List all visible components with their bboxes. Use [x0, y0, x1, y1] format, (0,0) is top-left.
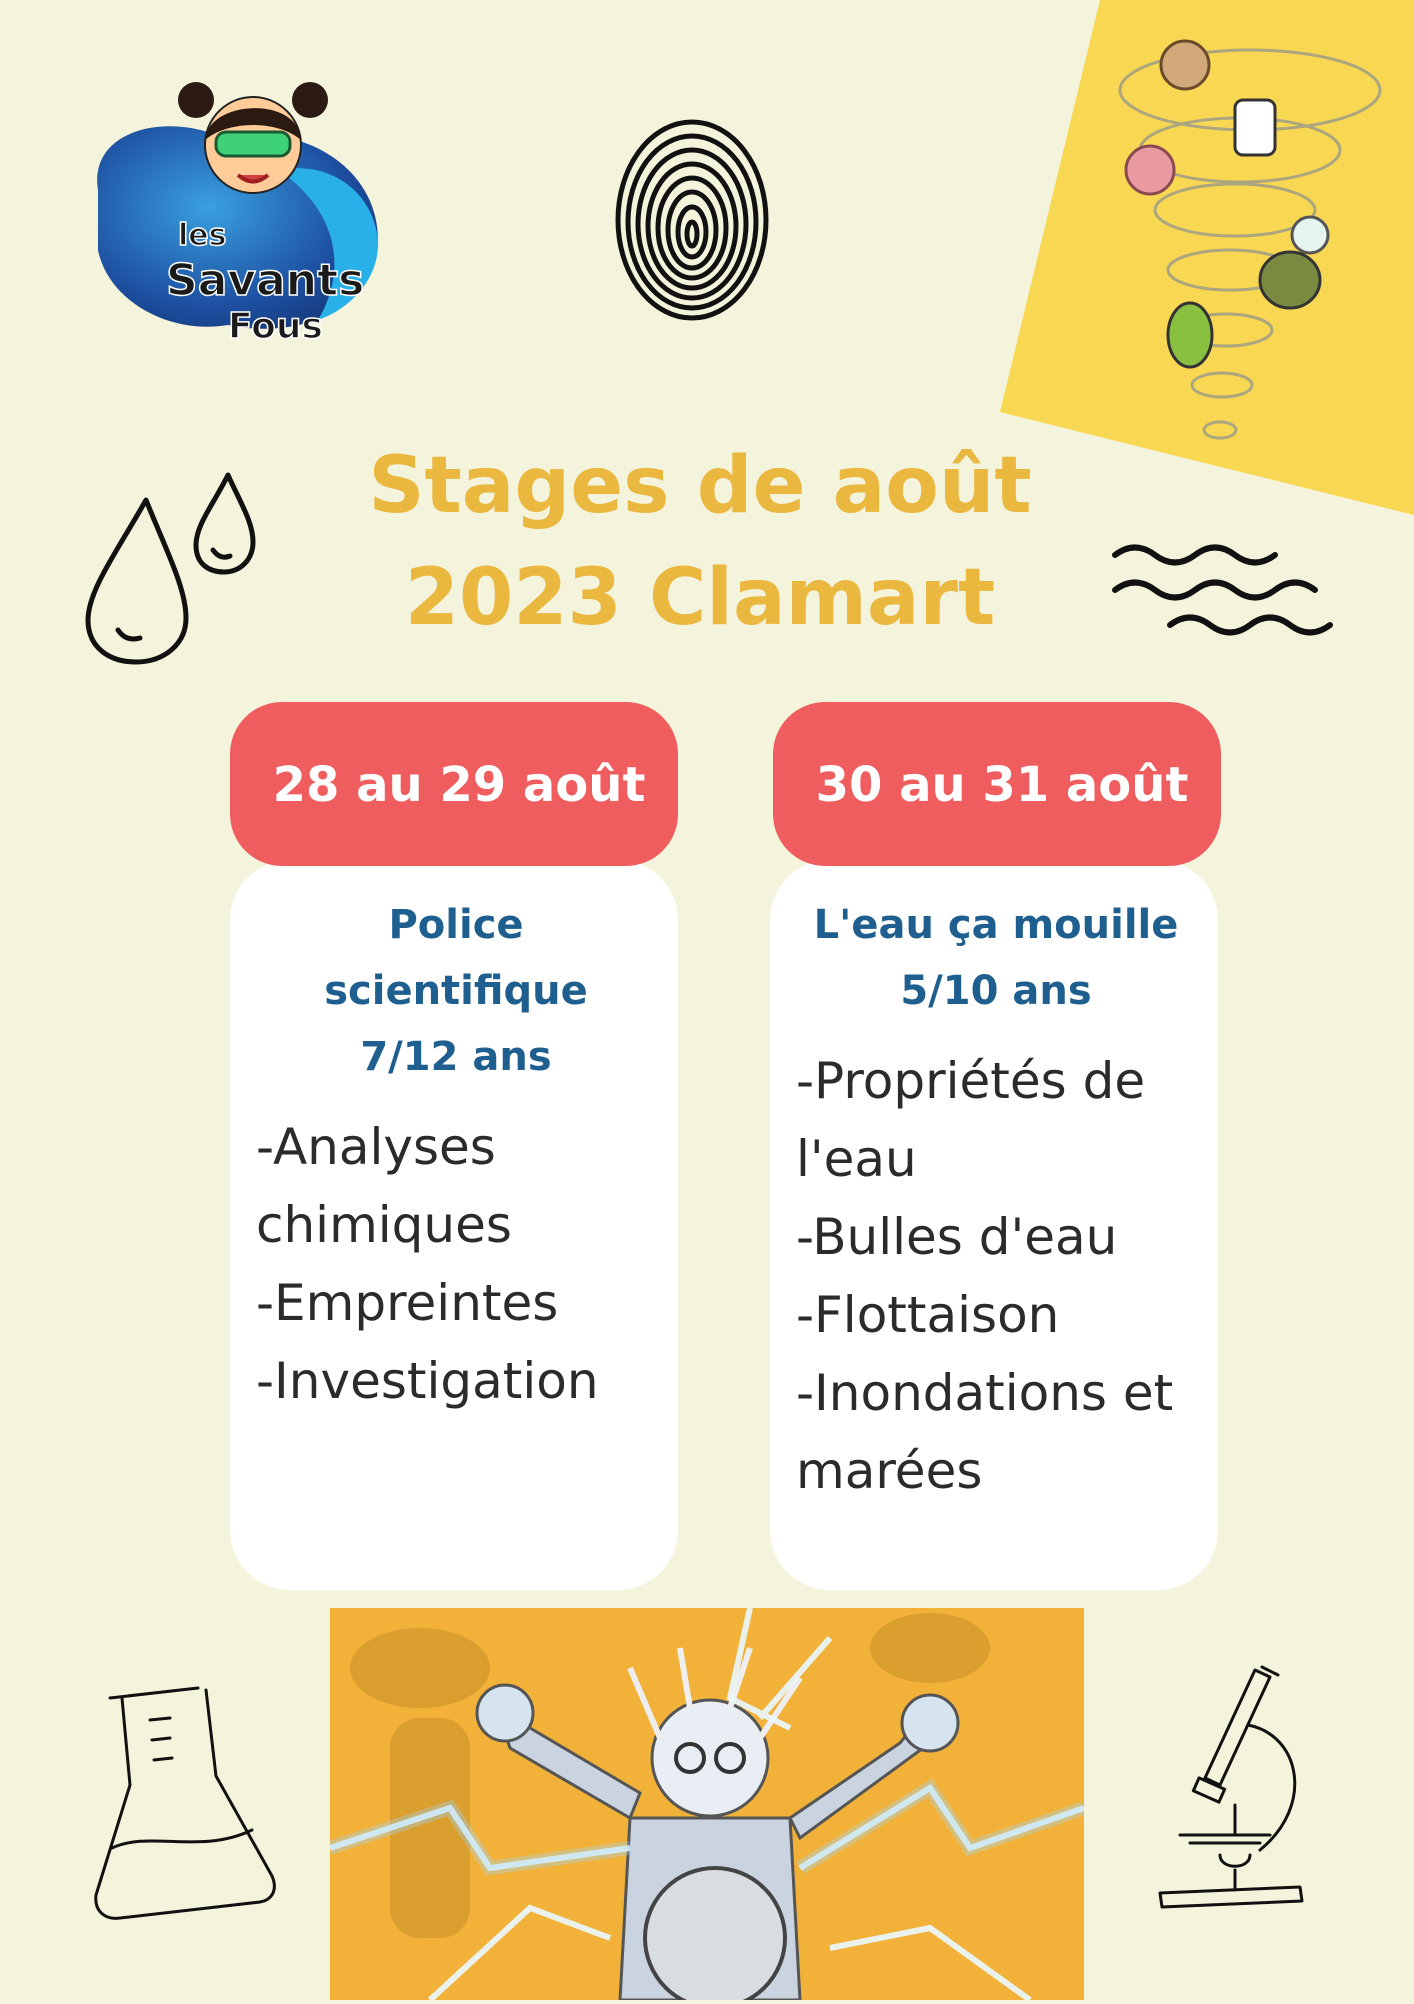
- session-2-dates: [773, 702, 1221, 866]
- list-item: -Investigation: [256, 1352, 599, 1410]
- logo-text-savants: Savants: [166, 255, 365, 306]
- session-2-dates-label: 30 au 31 août: [815, 757, 1189, 813]
- session-2-activities: [792, 1042, 1200, 1510]
- session-card-2: [770, 860, 1218, 1590]
- session-card-1: [230, 860, 678, 1590]
- scientist-illustration: [330, 1608, 1084, 2000]
- title-line-2: 2023 Clamart: [404, 553, 996, 643]
- fingerprint-icon: [612, 118, 772, 323]
- list-item: -Flottaison: [796, 1286, 1060, 1344]
- list-item: -Analyses chimiques: [256, 1118, 512, 1254]
- logo-text-les: les: [178, 218, 227, 253]
- logo: [78, 70, 398, 350]
- list-item: -Inondations et marées: [796, 1364, 1174, 1500]
- logo-text-fous: Fous: [228, 306, 323, 347]
- water-drops-icon: [78, 470, 258, 670]
- list-item: -Bulles d'eau: [796, 1208, 1118, 1266]
- session-2-name: L'eau ça mouille: [813, 902, 1179, 948]
- title-line-1: Stages de août: [368, 441, 1032, 531]
- session-2-ages: 5/10 ans: [900, 968, 1092, 1014]
- page-title: [330, 430, 1070, 654]
- list-item: -Empreintes: [256, 1274, 559, 1332]
- microscope-icon: [1150, 1665, 1340, 1910]
- waves-icon: [1110, 540, 1340, 660]
- flask-icon: [90, 1680, 280, 1925]
- session-1-dates-label: 28 au 29 août: [272, 757, 646, 813]
- list-item: -Propriétés de l'eau: [796, 1052, 1146, 1188]
- session-1-name: Police scientifique: [324, 902, 588, 1014]
- session-1-activities: [252, 1108, 660, 1420]
- session-1-ages: 7/12 ans: [360, 1034, 552, 1080]
- session-1-dates: [230, 702, 678, 866]
